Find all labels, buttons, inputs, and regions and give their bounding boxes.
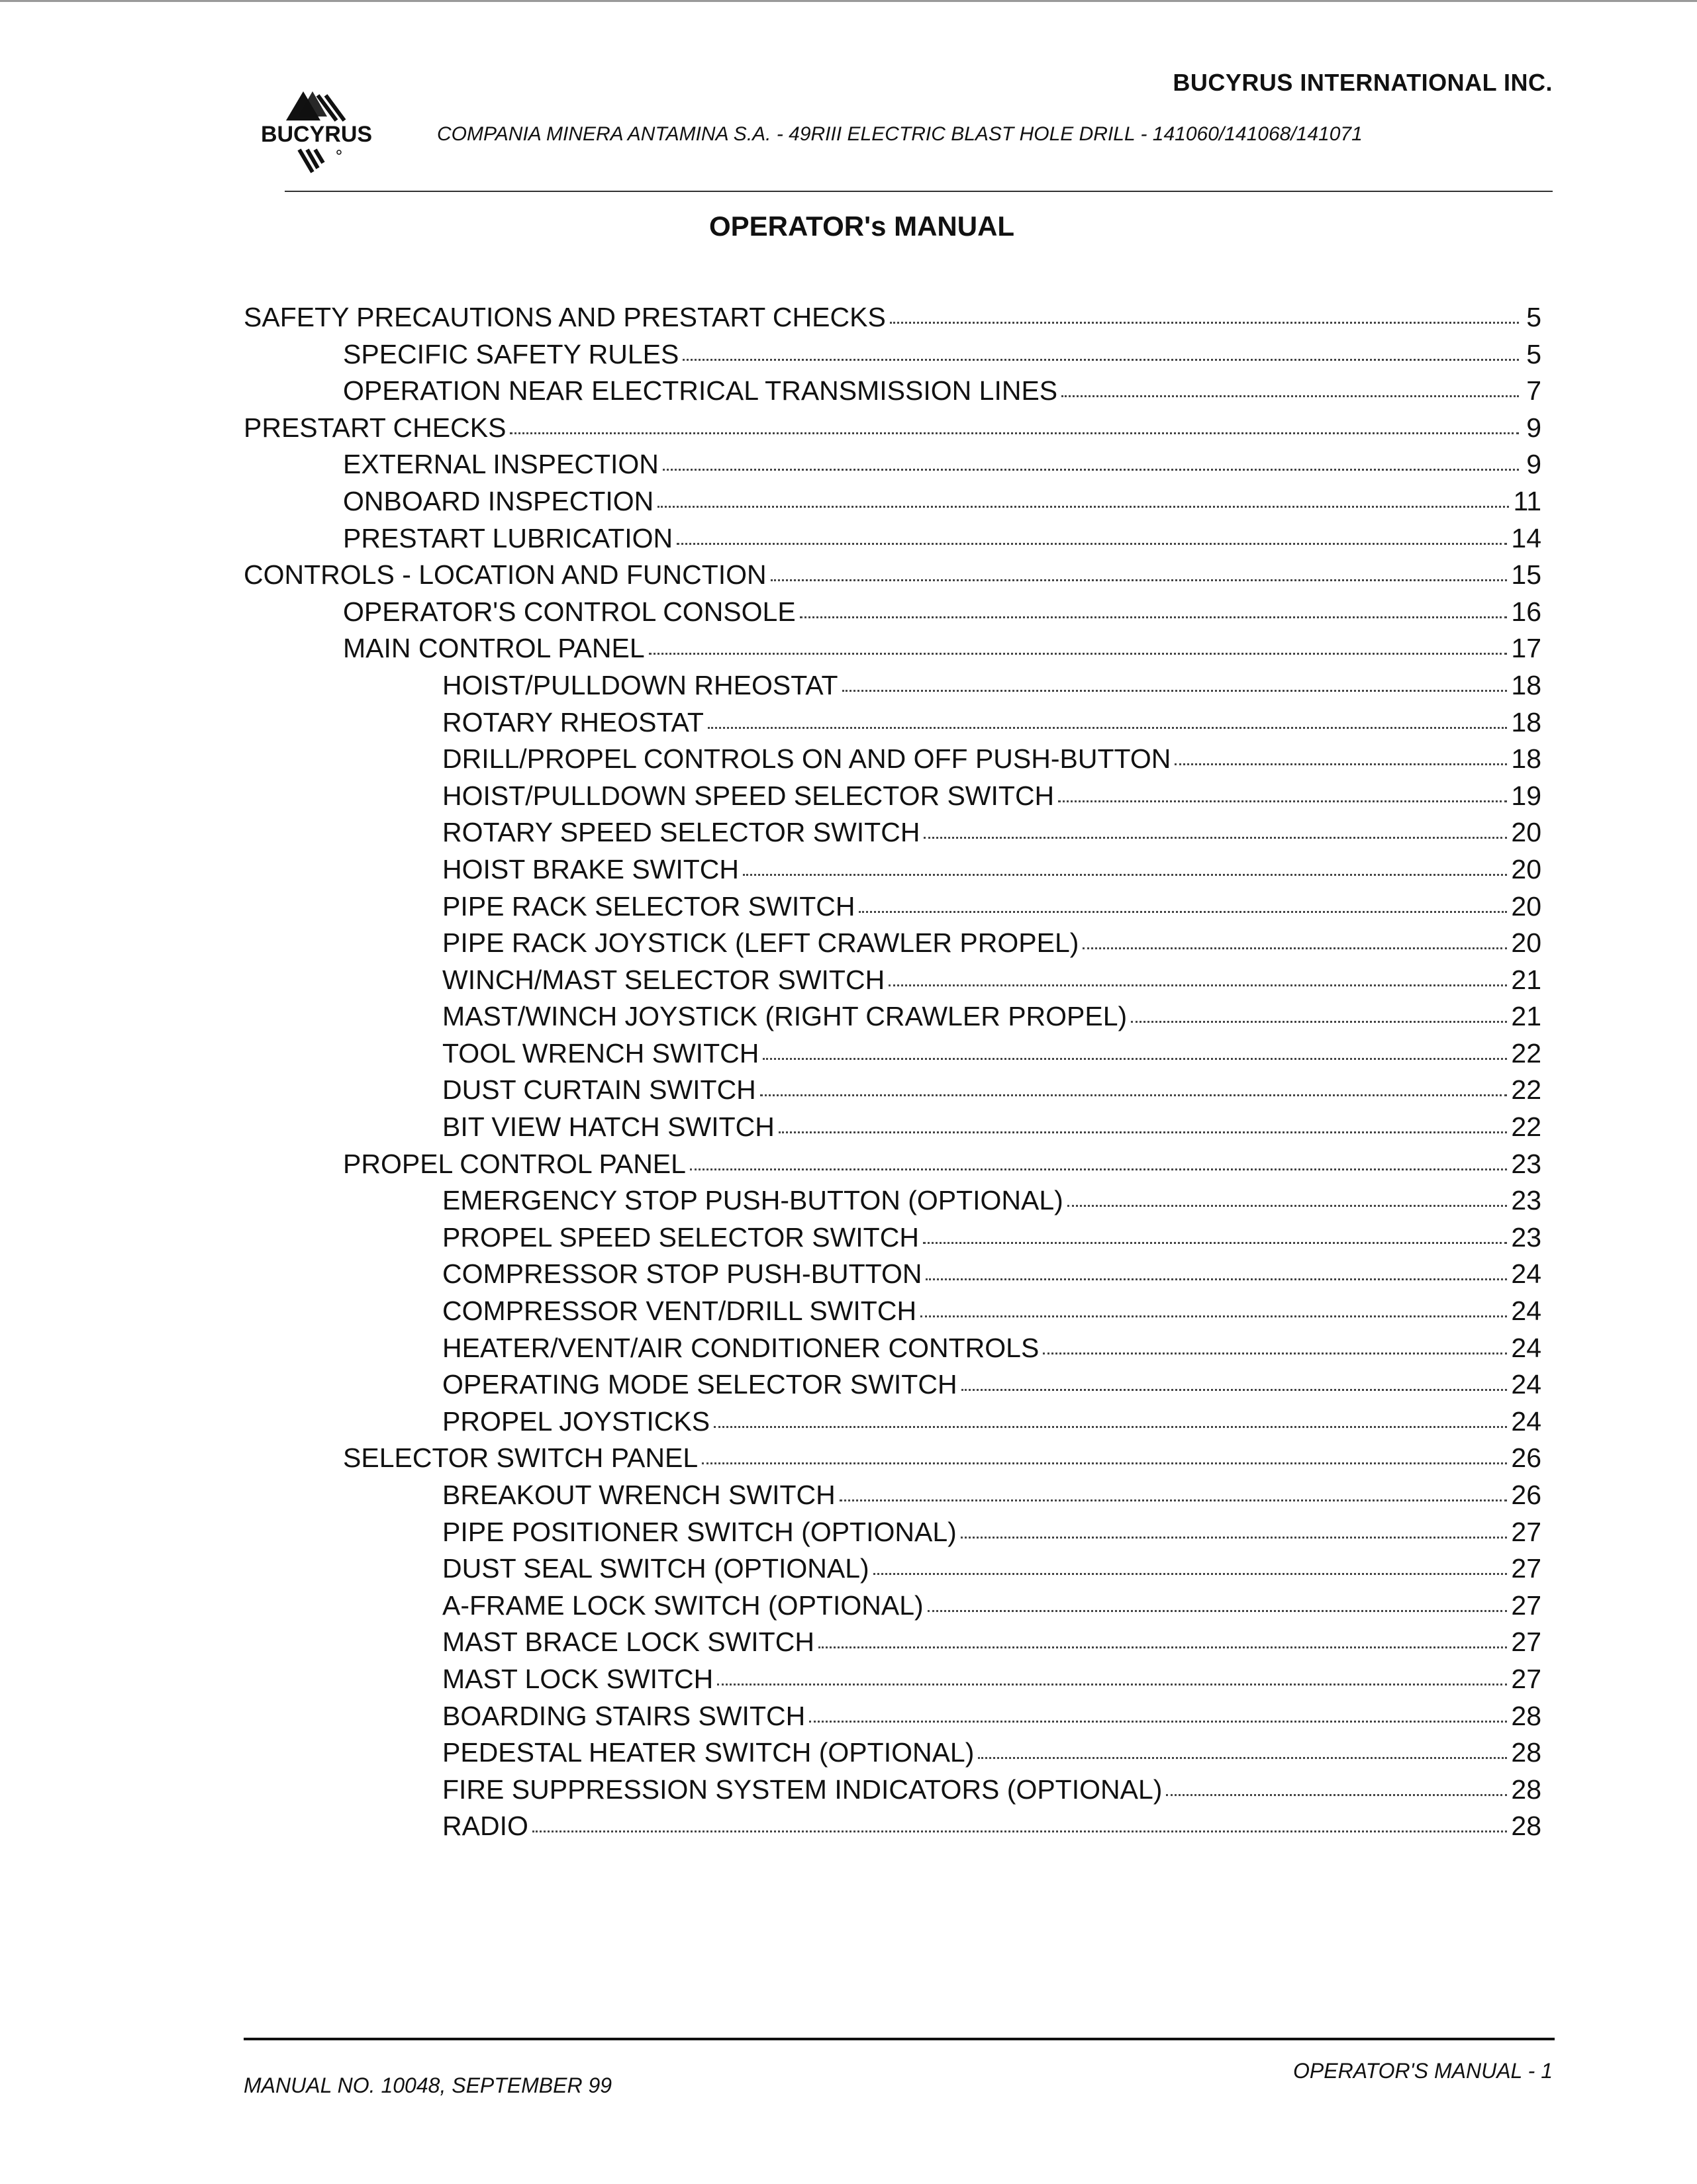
toc-entry-label: FIRE SUPPRESSION SYSTEM INDICATORS (OPTIONAL) — [442, 1774, 1163, 1805]
toc-entry — [244, 998, 1541, 1035]
footer-manual-number: MANUAL NO. 10048, SEPTEMBER 99 — [244, 2073, 612, 2097]
toc-dot-leader — [683, 359, 1519, 361]
toc-dot-leader — [714, 1426, 1507, 1428]
toc-entry-page: 14 — [1511, 522, 1541, 553]
toc-dot-leader — [978, 1757, 1507, 1759]
toc-entry-page: 18 — [1511, 706, 1541, 737]
toc-entry-page: 24 — [1511, 1296, 1541, 1327]
toc-dot-leader — [532, 1830, 1508, 1832]
footer-divider — [244, 2038, 1555, 2040]
toc-entry-label: ROTARY RHEOSTAT — [442, 706, 704, 737]
toc-dot-leader — [890, 322, 1519, 324]
toc-dot-leader — [889, 984, 1507, 986]
toc-entry-page: 23 — [1511, 1185, 1541, 1216]
footer-page-label: OPERATOR'S MANUAL - 1 — [1293, 2059, 1553, 2083]
toc-dot-leader — [1166, 1794, 1507, 1796]
logo-wordmark: BUCYRUS — [260, 122, 373, 147]
toc-entry-page: 22 — [1511, 1112, 1541, 1143]
toc-entry-page: 21 — [1511, 1001, 1541, 1032]
toc-dot-leader — [873, 1573, 1508, 1575]
toc-entry-label: SPECIFIC SAFETY RULES — [343, 338, 679, 369]
toc-entry-page: 27 — [1511, 1516, 1541, 1547]
toc-entry-page: 28 — [1511, 1774, 1541, 1805]
toc-entry — [244, 1146, 1541, 1183]
toc-entry-label: EMERGENCY STOP PUSH-BUTTON (OPTIONAL) — [442, 1185, 1063, 1216]
toc-entry — [244, 1514, 1541, 1551]
toc-dot-leader — [1061, 395, 1519, 397]
toc-dot-leader — [677, 543, 1507, 545]
toc-entry — [244, 557, 1541, 594]
toc-entry-page: 19 — [1511, 780, 1541, 811]
toc-entry — [244, 1219, 1541, 1257]
toc-entry — [244, 1440, 1541, 1477]
toc-entry-page: 17 — [1511, 633, 1541, 664]
toc-dot-leader — [809, 1721, 1507, 1723]
toc-entry-page: 27 — [1511, 1553, 1541, 1584]
toc-entry-page: 27 — [1511, 1627, 1541, 1658]
toc-dot-leader — [649, 653, 1508, 655]
toc-entry — [244, 704, 1541, 741]
toc-entry-page: 22 — [1511, 1074, 1541, 1106]
toc-entry-page: 28 — [1511, 1700, 1541, 1731]
toc-entry-page: 11 — [1513, 485, 1541, 516]
toc-entry — [244, 1366, 1541, 1403]
toc-entry-label: PROPEL JOYSTICKS — [442, 1405, 710, 1437]
toc-entry-page: 20 — [1511, 927, 1541, 959]
toc-entry-label: BIT VIEW HATCH SWITCH — [442, 1112, 775, 1143]
toc-entry-page: 23 — [1511, 1221, 1541, 1253]
toc-dot-leader — [923, 1242, 1507, 1244]
toc-dot-leader — [1058, 800, 1507, 802]
toc-entry — [244, 373, 1541, 410]
toc-entry-label: PEDESTAL HEATER SWITCH (OPTIONAL) — [442, 1737, 975, 1768]
toc-entry — [244, 962, 1541, 999]
toc-entry-label: TOOL WRENCH SWITCH — [442, 1037, 759, 1068]
toc-entry-page: 18 — [1511, 669, 1541, 700]
toc-entry — [244, 1403, 1541, 1441]
header-divider — [285, 191, 1553, 192]
toc-entry-label: HOIST/PULLDOWN SPEED SELECTOR SWITCH — [442, 780, 1055, 811]
toc-entry — [244, 741, 1541, 778]
toc-entry — [244, 594, 1541, 631]
bucyrus-logo — [238, 86, 397, 179]
toc-entry-page: 28 — [1511, 1811, 1541, 1842]
toc-entry — [244, 299, 1541, 336]
toc-entry-page: 9 — [1526, 449, 1541, 480]
toc-entry-label: MAST LOCK SWITCH — [442, 1663, 714, 1694]
toc-entry — [244, 1109, 1541, 1146]
toc-entry — [244, 1035, 1541, 1072]
toc-entry-label: PIPE RACK SELECTOR SWITCH — [442, 890, 855, 922]
toc-dot-leader — [961, 1389, 1508, 1391]
toc-entry-label: HOIST/PULLDOWN RHEOSTAT — [442, 669, 838, 700]
toc-entry-page: 5 — [1526, 338, 1541, 369]
toc-dot-leader — [760, 1094, 1508, 1096]
toc-dot-leader — [818, 1646, 1507, 1648]
toc-entry-label: WINCH/MAST SELECTOR SWITCH — [442, 964, 885, 995]
toc-entry — [244, 888, 1541, 926]
toc-entry — [244, 851, 1541, 888]
toc-dot-leader — [690, 1168, 1507, 1170]
toc-entry-label: OPERATION NEAR ELECTRICAL TRANSMISSION LINES — [343, 375, 1058, 406]
toc-dot-leader — [800, 616, 1508, 618]
toc-entry-page: 22 — [1511, 1037, 1541, 1068]
toc-entry-page: 23 — [1511, 1148, 1541, 1179]
toc-entry-page: 21 — [1511, 964, 1541, 995]
toc-dot-leader — [840, 1499, 1508, 1501]
top-scan-rule — [0, 0, 1697, 2]
toc-entry-label: OPERATOR'S CONTROL CONSOLE — [343, 596, 796, 627]
toc-entry — [244, 925, 1541, 962]
toc-dot-leader — [924, 837, 1507, 839]
toc-entry — [244, 630, 1541, 667]
toc-entry — [244, 1330, 1541, 1367]
toc-dot-leader — [657, 506, 1509, 508]
toc-entry — [244, 1588, 1541, 1625]
toc-entry-page: 24 — [1511, 1369, 1541, 1400]
toc-entry — [244, 778, 1541, 815]
toc-dot-leader — [1043, 1353, 1507, 1354]
toc-dot-leader — [717, 1684, 1507, 1685]
toc-entry-label: HEATER/VENT/AIR CONDITIONER CONTROLS — [442, 1332, 1040, 1363]
document-subtitle: COMPANIA MINERA ANTAMINA S.A. - 49RIII ELECTRIC BLAST HOLE DRILL - 141060/141068/141071 — [437, 123, 1363, 145]
toc-entry-page: 26 — [1511, 1443, 1541, 1474]
toc-entry — [244, 520, 1541, 557]
toc-entry — [244, 1772, 1541, 1809]
toc-entry — [244, 1624, 1541, 1661]
toc-dot-leader — [928, 1610, 1508, 1612]
toc-entry — [244, 1698, 1541, 1735]
toc-entry — [244, 1072, 1541, 1109]
toc-dot-leader — [779, 1131, 1508, 1133]
toc-entry — [244, 667, 1541, 704]
toc-entry-page: 27 — [1511, 1663, 1541, 1694]
toc-entry-page: 24 — [1511, 1405, 1541, 1437]
toc-dot-leader — [702, 1462, 1507, 1464]
toc-entry — [244, 410, 1541, 447]
toc-entry-label: PRESTART LUBRICATION — [343, 522, 673, 553]
toc-entry — [244, 483, 1541, 520]
toc-entry — [244, 814, 1541, 851]
toc-entry — [244, 1661, 1541, 1698]
toc-dot-leader — [743, 874, 1507, 876]
toc-entry-page: 26 — [1511, 1480, 1541, 1510]
toc-entry-label: PIPE RACK JOYSTICK (LEFT CRAWLER PROPEL) — [442, 927, 1079, 959]
toc-entry-label: PIPE POSITIONER SWITCH (OPTIONAL) — [442, 1516, 957, 1547]
toc-dot-leader — [1083, 947, 1507, 949]
toc-dot-leader — [510, 432, 1519, 434]
toc-entry — [244, 1293, 1541, 1330]
toc-entry-page: 5 — [1526, 302, 1541, 332]
toc-entry-label: CONTROLS - LOCATION AND FUNCTION — [244, 559, 767, 591]
toc-entry — [244, 446, 1541, 483]
toc-dot-leader — [1131, 1021, 1507, 1023]
toc-entry-label: DUST CURTAIN SWITCH — [442, 1074, 756, 1106]
toc-entry-label: HOIST BRAKE SWITCH — [442, 853, 740, 884]
toc-entry-label: MAST BRACE LOCK SWITCH — [442, 1627, 814, 1658]
toc-entry-label: EXTERNAL INSPECTION — [343, 449, 659, 480]
toc-dot-leader — [1067, 1205, 1508, 1207]
toc-entry-page: 27 — [1511, 1590, 1541, 1621]
toc-entry-label: DUST SEAL SWITCH (OPTIONAL) — [442, 1553, 869, 1584]
toc-entry-page: 18 — [1511, 743, 1541, 775]
toc-entry-page: 20 — [1511, 817, 1541, 848]
toc-entry-label: ROTARY SPEED SELECTOR SWITCH — [442, 817, 920, 848]
toc-entry-page: 20 — [1511, 890, 1541, 922]
toc-dot-leader — [771, 579, 1508, 581]
toc-dot-leader — [708, 727, 1508, 729]
toc-entry-label: COMPRESSOR VENT/DRILL SWITCH — [442, 1296, 917, 1327]
toc-entry-label: ONBOARD INSPECTION — [343, 485, 654, 516]
toc-entry-page: 20 — [1511, 853, 1541, 884]
company-name: BUCYRUS INTERNATIONAL INC. — [1173, 69, 1553, 96]
toc-entry — [244, 1808, 1541, 1845]
toc-entry — [244, 336, 1541, 373]
table-of-contents — [244, 299, 1541, 1845]
toc-entry-label: SAFETY PRECAUTIONS AND PRESTART CHECKS — [244, 302, 886, 332]
toc-entry-page: 16 — [1511, 596, 1541, 627]
toc-entry-page: 7 — [1526, 375, 1541, 406]
toc-entry — [244, 1550, 1541, 1588]
toc-entry-label: OPERATING MODE SELECTOR SWITCH — [442, 1369, 957, 1400]
page-title: OPERATOR's MANUAL — [708, 211, 1015, 242]
toc-entry-label: BOARDING STAIRS SWITCH — [442, 1700, 806, 1731]
toc-entry-label: RADIO — [442, 1811, 528, 1842]
toc-dot-leader — [763, 1058, 1507, 1060]
toc-entry — [244, 1182, 1541, 1219]
toc-entry-label: MAST/WINCH JOYSTICK (RIGHT CRAWLER PROPEL) — [442, 1001, 1128, 1032]
toc-entry-label: PROPEL CONTROL PANEL — [343, 1148, 686, 1179]
toc-entry — [244, 1734, 1541, 1772]
toc-entry-label: COMPRESSOR STOP PUSH-BUTTON — [442, 1258, 922, 1290]
toc-entry-label: SELECTOR SWITCH PANEL — [343, 1443, 699, 1474]
toc-entry-label: DRILL/PROPEL CONTROLS ON AND OFF PUSH-BUTTON — [442, 743, 1171, 775]
toc-dot-leader — [926, 1278, 1507, 1280]
toc-entry-label: A-FRAME LOCK SWITCH (OPTIONAL) — [442, 1590, 924, 1621]
toc-entry-page: 9 — [1526, 412, 1541, 443]
toc-entry-label: BREAKOUT WRENCH SWITCH — [442, 1480, 836, 1510]
toc-entry-label: MAIN CONTROL PANEL — [343, 633, 645, 664]
toc-entry-page: 24 — [1511, 1258, 1541, 1290]
toc-dot-leader — [961, 1537, 1508, 1539]
toc-entry — [244, 1477, 1541, 1514]
toc-entry — [244, 1256, 1541, 1293]
toc-dot-leader — [859, 911, 1507, 913]
toc-entry-label: PROPEL SPEED SELECTOR SWITCH — [442, 1221, 919, 1253]
toc-entry-label: PRESTART CHECKS — [244, 412, 507, 443]
toc-entry-page: 24 — [1511, 1332, 1541, 1363]
toc-entry-page: 15 — [1511, 559, 1541, 591]
toc-dot-leader — [1175, 763, 1507, 765]
toc-entry-page: 28 — [1511, 1737, 1541, 1768]
toc-dot-leader — [842, 690, 1508, 692]
toc-dot-leader — [920, 1315, 1507, 1317]
toc-dot-leader — [663, 469, 1519, 471]
